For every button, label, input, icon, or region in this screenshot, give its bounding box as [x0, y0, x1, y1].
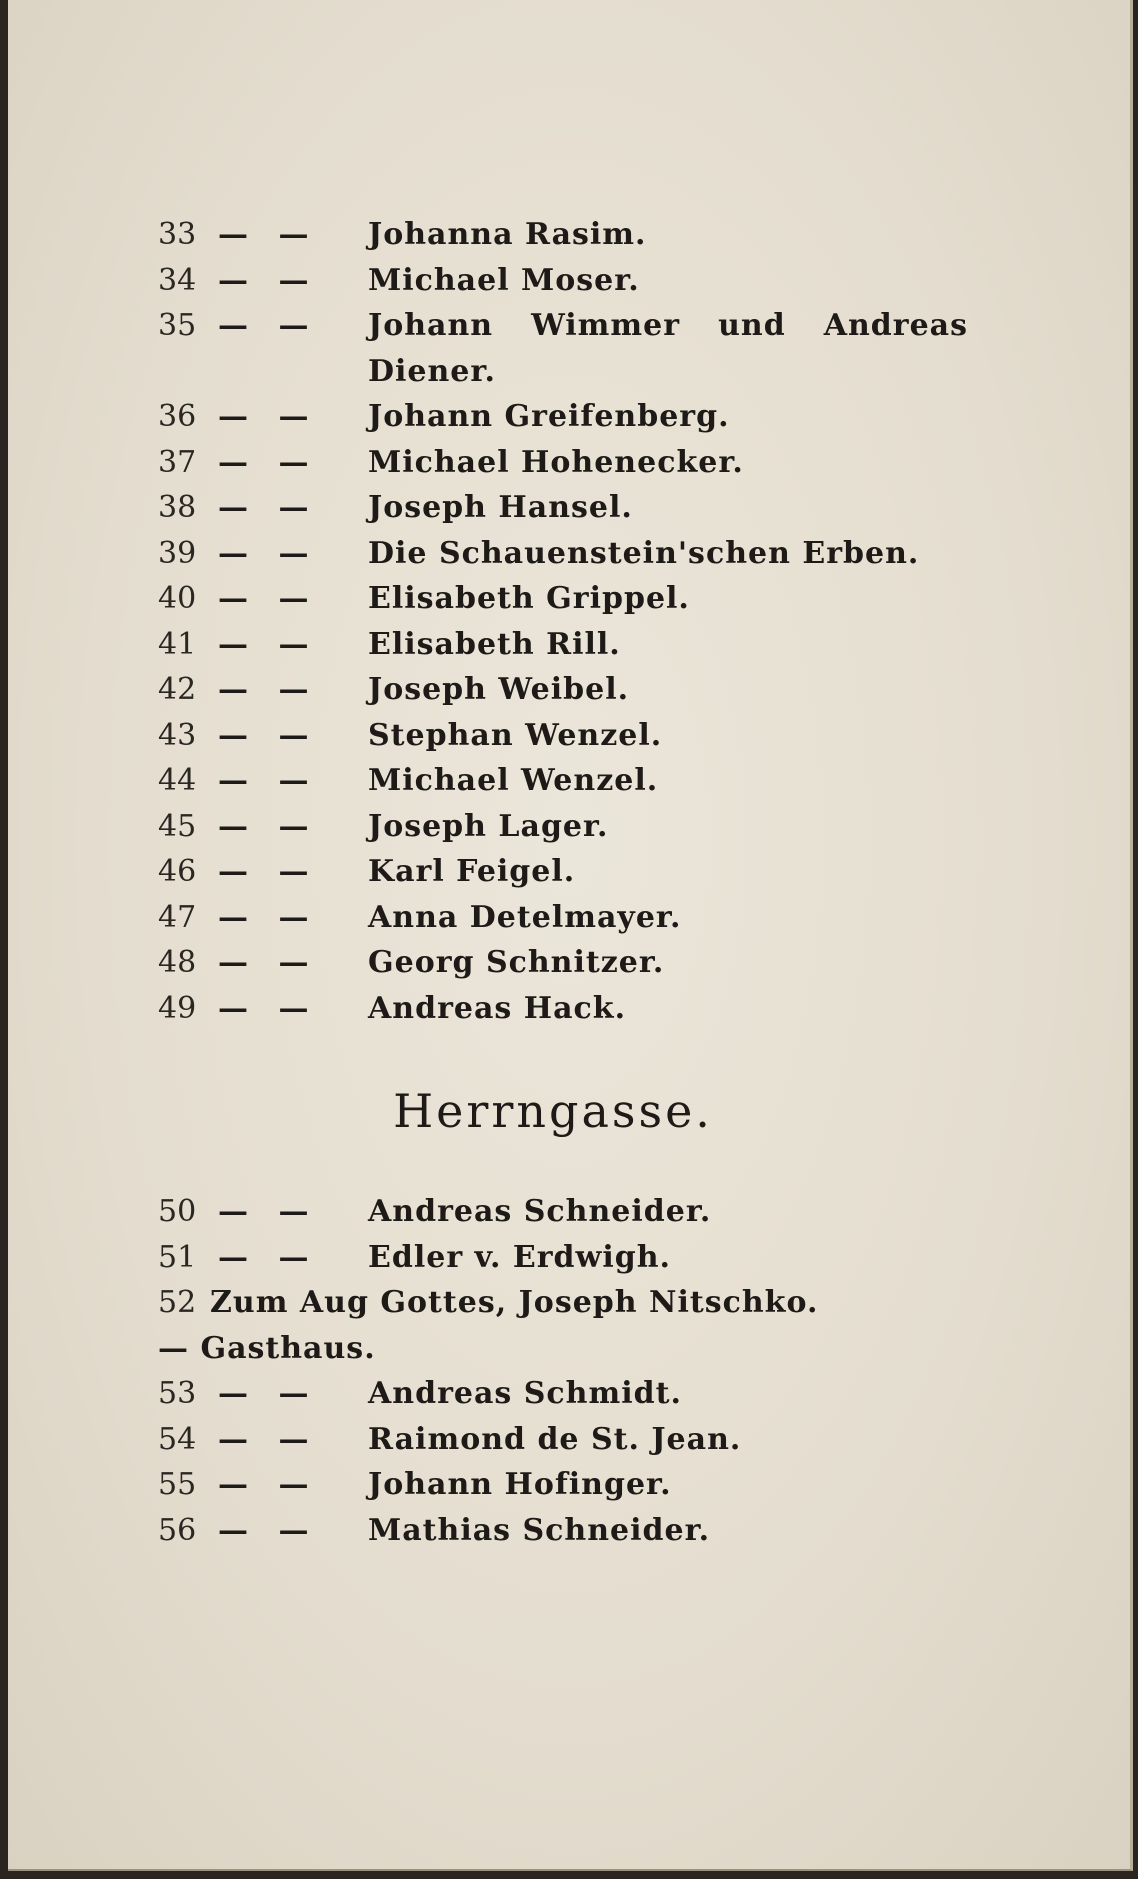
ditto-dashes: — — [218, 990, 319, 1026]
list-item [158, 1508, 1018, 1554]
owner-name: Johanna Rasim. [368, 217, 647, 252]
owner-name: Elisabeth Rill. [368, 626, 621, 662]
list-item [158, 485, 1018, 531]
owner-name: Michael Moser. [368, 262, 640, 298]
house-number: 50 [158, 1194, 197, 1229]
list-item [158, 940, 1018, 986]
ditto-dashes: — — [218, 717, 319, 753]
owner-name: Johann Hofinger. [368, 1467, 672, 1502]
ditto-dashes: — — [218, 672, 319, 707]
house-number: 49 [158, 990, 197, 1026]
house-number: 33 [158, 217, 197, 252]
house-number: 37 [158, 444, 197, 480]
owner-name: Zum Aug Gottes, Joseph Nitschko. [210, 1285, 819, 1320]
ditto-dashes: — — [218, 535, 319, 571]
owner-name: Andreas Schneider. [368, 1194, 712, 1229]
owner-name: Andreas Schmidt. [368, 1376, 682, 1411]
owner-name: Karl Feigel. [368, 854, 576, 889]
book-page [8, 0, 1133, 1871]
list-item [158, 394, 1018, 440]
list-item [158, 531, 1018, 577]
house-number: 35 [158, 308, 197, 343]
owner-name: Michael Wenzel. [368, 763, 659, 798]
ditto-dashes: — — [218, 1467, 319, 1502]
ditto-dashes: — — [218, 854, 319, 889]
owner-name: Die Schauenstein'schen Erben. [368, 535, 920, 571]
section-heading: Herrngasse. [393, 1084, 713, 1138]
owner-name: Joseph Weibel. [368, 672, 630, 707]
house-number: 54 [158, 1421, 197, 1457]
owner-name: Johann Wimmer und Andreas [368, 308, 968, 343]
list-item [158, 1235, 1018, 1281]
list-item [158, 303, 1018, 349]
house-number: 38 [158, 490, 197, 525]
list-item-continuation: Diener. [368, 353, 496, 389]
list-item [158, 1371, 1018, 1417]
list-item [158, 622, 1018, 668]
house-number: 41 [158, 626, 197, 662]
house-number: 48 [158, 945, 197, 980]
ditto-dashes: — — [218, 1421, 319, 1457]
ditto-dashes: — — [218, 808, 319, 844]
list-item [158, 1462, 1018, 1508]
list-item [158, 258, 1018, 304]
ditto-dashes: — — [218, 763, 319, 798]
list-item [158, 713, 1018, 759]
house-number: 39 [158, 535, 197, 571]
house-number: 47 [158, 899, 197, 935]
ditto-dashes: — — [218, 626, 319, 662]
list-item [158, 804, 1018, 850]
ditto-dashes: — — [218, 308, 319, 343]
list-item [158, 1189, 1018, 1235]
owner-name: Anna Detelmayer. [368, 899, 682, 935]
house-number: 55 [158, 1467, 197, 1502]
owner-name: Edler v. Erdwigh. [368, 1239, 671, 1275]
house-number: 34 [158, 262, 197, 298]
owner-name: Georg Schnitzer. [368, 945, 665, 980]
ditto-dashes: — — [218, 1376, 319, 1411]
ditto-dashes: — — [218, 399, 319, 434]
ditto-dashes: — — [218, 444, 319, 480]
owner-name: Raimond de St. Jean. [368, 1421, 742, 1457]
ditto-dashes: — — [218, 217, 319, 252]
house-number: 53 [158, 1376, 197, 1411]
ditto-dashes: — — [218, 490, 319, 525]
house-number: 45 [158, 808, 197, 844]
ditto-dashes: — — [218, 581, 319, 616]
list-item [158, 1417, 1018, 1463]
owner-name: Stephan Wenzel. [368, 717, 663, 753]
house-number: 43 [158, 717, 197, 753]
house-number: 42 [158, 672, 197, 707]
house-number: 44 [158, 763, 197, 798]
owner-name: Elisabeth Grippel. [368, 581, 690, 616]
ditto-dashes: — — [218, 262, 319, 298]
list-item [158, 1280, 1018, 1326]
list-item-continuation: — Gasthaus. [158, 1330, 376, 1366]
ditto-dashes: — — [218, 1512, 319, 1548]
ditto-dashes: — — [218, 1239, 319, 1275]
ditto-dashes: — — [218, 899, 319, 935]
list-item [158, 758, 1018, 804]
house-number: 46 [158, 854, 197, 889]
owner-name: Michael Hohenecker. [368, 444, 744, 480]
list-item [158, 212, 1018, 258]
house-number: 56 [158, 1512, 197, 1548]
owner-name: Joseph Hansel. [368, 490, 633, 525]
house-number: 51 [158, 1239, 197, 1275]
list-item [158, 440, 1018, 486]
address-list [158, 212, 1018, 1553]
list-item [158, 667, 1018, 713]
owner-name: Mathias Schneider. [368, 1512, 711, 1548]
ditto-dashes: — — [218, 945, 319, 980]
owner-name: Johann Greifenberg. [368, 399, 730, 434]
list-item [158, 849, 1018, 895]
list-item [158, 895, 1018, 941]
list-item [158, 986, 1018, 1032]
list-item [158, 576, 1018, 622]
house-number: 52 [158, 1285, 197, 1320]
ditto-dashes: — — [218, 1194, 319, 1229]
owner-name: Andreas Hack. [368, 990, 627, 1026]
house-number: 40 [158, 581, 197, 616]
house-number: 36 [158, 399, 197, 434]
owner-name: Joseph Lager. [368, 808, 609, 844]
